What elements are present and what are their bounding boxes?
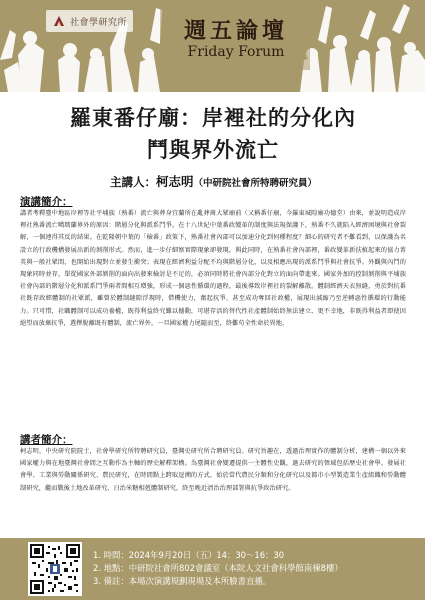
event-location: 2. 地點：中研院社會所802會議室（本院人文社會科學館南棟8樓） [93, 563, 343, 573]
speaker-name: 柯志明 [156, 174, 194, 189]
speaker-affiliation: （中研院社會所特聘研究員） [193, 178, 318, 189]
talk-title-line-2: 鬥與界外流亡 [147, 137, 279, 162]
series-title: 週五論壇 [183, 18, 288, 44]
bio-heading: 講者簡介： [20, 434, 73, 446]
institute-logo [46, 10, 133, 32]
speaker-line [110, 172, 410, 190]
event-note: 3. 備註：本場次演講規劃現場及本所臉書直播。 [93, 576, 272, 586]
series-subtitle: Friday Forum [187, 44, 285, 60]
bio-body: 柯志明，中央研究院院士，社會學研究所特聘研究員，臺灣史研究所合聘研究員。研究旨趣在，透過治理實作的體制分析，建構一個以外來國家權力與在地臺灣社會間之互動作為主軸的歷史解釋架構。為臺灣社會變遷提供一主體性史觀，過去研究的領域包括歷史社會學、發展社會學、工業與勞動關係研究、農民研究，在時間點上跨取逗溯的方式，始於當代農民分類和分化研究以及都市小型製造業生產組織和勞動體制研究，繼而戰後土地改革研究、日治米糖相剋體制研究，終至晚近清治治理部署與抗爭政治研究。 [20, 448, 406, 492]
header-banner [0, 0, 425, 92]
facebook-qr-code[interactable] [28, 542, 82, 596]
abstract-body: 講者考釋臺中地區岸裡等社平埔族（熟番）流亡與葬身宜蘭所在亂葬崗大眾廟前（又稱番仔廟，今羅東城隍廟功德堂）由來，並說明造成岸裡社熟番流亡噶瑪蘭界外的原因：階層分化與派系鬥爭。在十八世紀中葉番政變革的制度與法規保護下，熟番不久就陷入經濟困境與社會裂解，一個連得其反的結果。在乾隆朝中葉的「檢番」政策下，熟番社會內部可以加速分化到何種程度？細心的研究者不難看到，以保護為名設立的行政機構發展出新的剝削形式。然而，進一步仔細察實際現象卻發現，與此同時，在熟番社會內部裡，番政變革新扶植起來的協力菁英與一般社眾間，也開始出現對立並發生衝突；表現在經濟利益分配不均與階層分化，以及相應出現的派系鬥爭與社會抗爭。外觀與內鬥的現象同時並存，單從國家外部剝削的面向出發來檢討是不足的，必須同時將社會內部分化對立的面向帶進來。國家外加的控制剝削與平埔族社會內部的階層分化和派系鬥爭兩者間相互增強，形成一個惡性循環的過程，最後導致岸裡社的裂解離散。體制經濟天衣無縫，勇於對抗番社既存政經體制的社眾派，雖曾於體制縫隙浮現時，借機使力，奮起抗爭，甚至成功奪回社政權，展現出減縮乃至逆轉惡性循環的行動能力。只可惜，社職體制可以成功養權，既得利益終究難以撼動，可堪存活的替代性社產體制始終無法建立，更不幸地，非既得利益者即使因絕望而放棄抗爭，選擇脫離既有體制，流亡界外，一旦國家權力尾隨而至，終難苟全性命於異地。 [20, 210, 406, 327]
talk-title [18, 102, 408, 166]
abstract-heading: 演講簡介： [20, 196, 73, 208]
logo-icon [52, 14, 66, 28]
qr-code-icon [30, 544, 80, 594]
talk-title-line-1: 羅東番仔廟：岸裡社的分化內 [70, 105, 356, 130]
logo-text: 社會學研究所 [70, 17, 128, 28]
speaker-label: 主講人： [110, 175, 156, 189]
event-time: 1. 時間：2024年9月20日（五）14：30～16：30 [93, 550, 285, 560]
